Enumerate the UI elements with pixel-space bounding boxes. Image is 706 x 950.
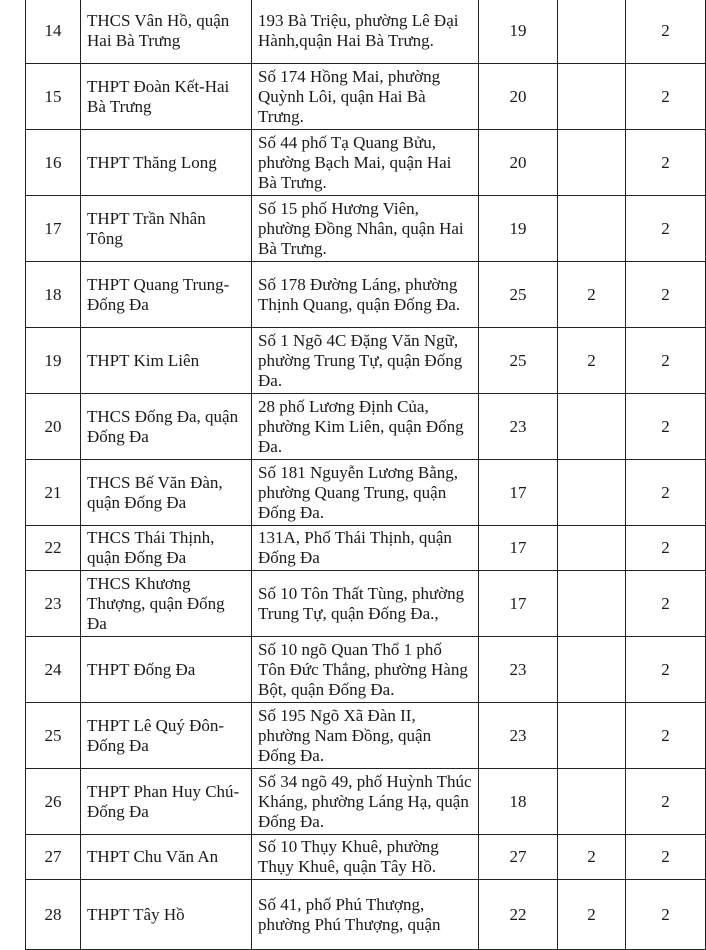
value-cell: 2	[558, 328, 626, 394]
count-cell: 17	[479, 460, 558, 526]
table-row	[26, 460, 706, 526]
count-cell: 17	[479, 526, 558, 571]
school-name-cell: THCS Thái Thịnh, quận Đống Đa	[81, 526, 252, 571]
school-name-cell: THPT Phan Huy Chú-Đống Đa	[81, 769, 252, 835]
address-cell: Số 10 ngõ Quan Thổ 1 phố Tôn Đức Thắng, phường Hàng Bột, quận Đống Đa.	[252, 637, 479, 703]
count-cell: 22	[479, 880, 558, 950]
row-number-cell: 16	[26, 130, 81, 196]
value-cell	[558, 460, 626, 526]
value-cell	[558, 196, 626, 262]
value-cell: 2	[626, 703, 706, 769]
count-cell: 23	[479, 637, 558, 703]
address-cell: 28 phố Lương Định Của, phường Kim Liên, quận Đống Đa.	[252, 394, 479, 460]
table-row	[26, 526, 706, 571]
count-cell: 18	[479, 769, 558, 835]
schools-table	[25, 0, 706, 950]
value-cell: 2	[626, 130, 706, 196]
count-cell: 17	[479, 571, 558, 637]
value-cell: 2	[558, 835, 626, 880]
value-cell	[558, 526, 626, 571]
address-cell: Số 41, phố Phú Thượng, phường Phú Thượng, quận	[252, 880, 479, 950]
count-cell: 25	[479, 262, 558, 328]
table-row	[26, 196, 706, 262]
value-cell	[558, 769, 626, 835]
value-cell	[558, 703, 626, 769]
value-cell: 2	[626, 0, 706, 64]
count-cell: 19	[479, 196, 558, 262]
value-cell: 2	[626, 394, 706, 460]
address-cell: Số 10 Thụy Khuê, phường Thụy Khuê, quận Tây Hồ.	[252, 835, 479, 880]
value-cell: 2	[626, 880, 706, 950]
school-name-cell: THCS Bế Văn Đàn, quận Đống Đa	[81, 460, 252, 526]
table-row	[26, 0, 706, 64]
row-number-cell: 14	[26, 0, 81, 64]
school-name-cell: THPT Tây Hồ	[81, 880, 252, 950]
row-number-cell: 18	[26, 262, 81, 328]
value-cell: 2	[626, 526, 706, 571]
value-cell: 2	[626, 262, 706, 328]
row-number-cell: 17	[26, 196, 81, 262]
value-cell: 2	[626, 571, 706, 637]
value-cell: 2	[626, 637, 706, 703]
address-cell: Số 44 phố Tạ Quang Bửu, phường Bạch Mai, quận Hai Bà Trưng.	[252, 130, 479, 196]
count-cell: 27	[479, 835, 558, 880]
row-number-cell: 25	[26, 703, 81, 769]
table-row	[26, 394, 706, 460]
value-cell	[558, 394, 626, 460]
school-name-cell: THPT Thăng Long	[81, 130, 252, 196]
table-row	[26, 262, 706, 328]
school-name-cell: THCS Khương Thượng, quận Đống Đa	[81, 571, 252, 637]
school-name-cell: THCS Đống Đa, quận Đống Đa	[81, 394, 252, 460]
value-cell: 2	[626, 835, 706, 880]
row-number-cell: 20	[26, 394, 81, 460]
row-number-cell: 19	[26, 328, 81, 394]
row-number-cell: 28	[26, 880, 81, 950]
document-page	[25, 0, 668, 940]
address-cell: Số 181 Nguyễn Lương Bằng, phường Quang Trung, quận Đống Đa.	[252, 460, 479, 526]
value-cell: 2	[558, 262, 626, 328]
value-cell: 2	[626, 64, 706, 130]
value-cell	[558, 637, 626, 703]
row-number-cell: 27	[26, 835, 81, 880]
value-cell: 2	[626, 196, 706, 262]
count-cell: 19	[479, 0, 558, 64]
address-cell: Số 15 phố Hương Viên, phường Đồng Nhân, quận Hai Bà Trưng.	[252, 196, 479, 262]
table-row	[26, 637, 706, 703]
table-row	[26, 328, 706, 394]
school-name-cell: THPT Trần Nhân Tông	[81, 196, 252, 262]
count-cell: 23	[479, 703, 558, 769]
value-cell	[558, 571, 626, 637]
count-cell: 23	[479, 394, 558, 460]
value-cell	[558, 0, 626, 64]
table-row	[26, 703, 706, 769]
row-number-cell: 23	[26, 571, 81, 637]
count-cell: 20	[479, 64, 558, 130]
school-name-cell: THPT Quang Trung-Đống Đa	[81, 262, 252, 328]
row-number-cell: 22	[26, 526, 81, 571]
school-name-cell: THPT Lê Quý Đôn-Đống Đa	[81, 703, 252, 769]
school-name-cell: THCS Vân Hồ, quận Hai Bà Trưng	[81, 0, 252, 64]
school-name-cell: THPT Đống Đa	[81, 637, 252, 703]
address-cell: 193 Bà Triệu, phường Lê Đại Hành,quận Hai Bà Trưng.	[252, 0, 479, 64]
address-cell: Số 1 Ngõ 4C Đặng Văn Ngữ, phường Trung Tự, quận Đống Đa.	[252, 328, 479, 394]
count-cell: 25	[479, 328, 558, 394]
address-cell: Số 10 Tôn Thất Tùng, phường Trung Tự, quận Đống Đa.,	[252, 571, 479, 637]
address-cell: Số 34 ngõ 49, phố Huỳnh Thúc Kháng, phường Láng Hạ, quận Đống Đa.	[252, 769, 479, 835]
row-number-cell: 26	[26, 769, 81, 835]
value-cell: 2	[626, 769, 706, 835]
value-cell	[558, 64, 626, 130]
address-cell: Số 178 Đường Láng, phường Thịnh Quang, quận Đống Đa.	[252, 262, 479, 328]
address-cell: 131A, Phố Thái Thịnh, quận Đống Đa	[252, 526, 479, 571]
row-number-cell: 15	[26, 64, 81, 130]
table-row	[26, 64, 706, 130]
value-cell: 2	[626, 328, 706, 394]
table-row	[26, 130, 706, 196]
value-cell	[558, 130, 626, 196]
table-row	[26, 880, 706, 950]
school-name-cell: THPT Đoàn Kết-Hai Bà Trưng	[81, 64, 252, 130]
table-row	[26, 571, 706, 637]
value-cell: 2	[626, 460, 706, 526]
address-cell: Số 195 Ngõ Xã Đàn II, phường Nam Đồng, quận Đống Đa.	[252, 703, 479, 769]
address-cell: Số 174 Hồng Mai, phường Quỳnh Lôi, quận Hai Bà Trưng.	[252, 64, 479, 130]
row-number-cell: 21	[26, 460, 81, 526]
school-name-cell: THPT Kim Liên	[81, 328, 252, 394]
row-number-cell: 24	[26, 637, 81, 703]
school-name-cell: THPT Chu Văn An	[81, 835, 252, 880]
count-cell: 20	[479, 130, 558, 196]
table-row	[26, 769, 706, 835]
value-cell: 2	[558, 880, 626, 950]
table-row	[26, 835, 706, 880]
